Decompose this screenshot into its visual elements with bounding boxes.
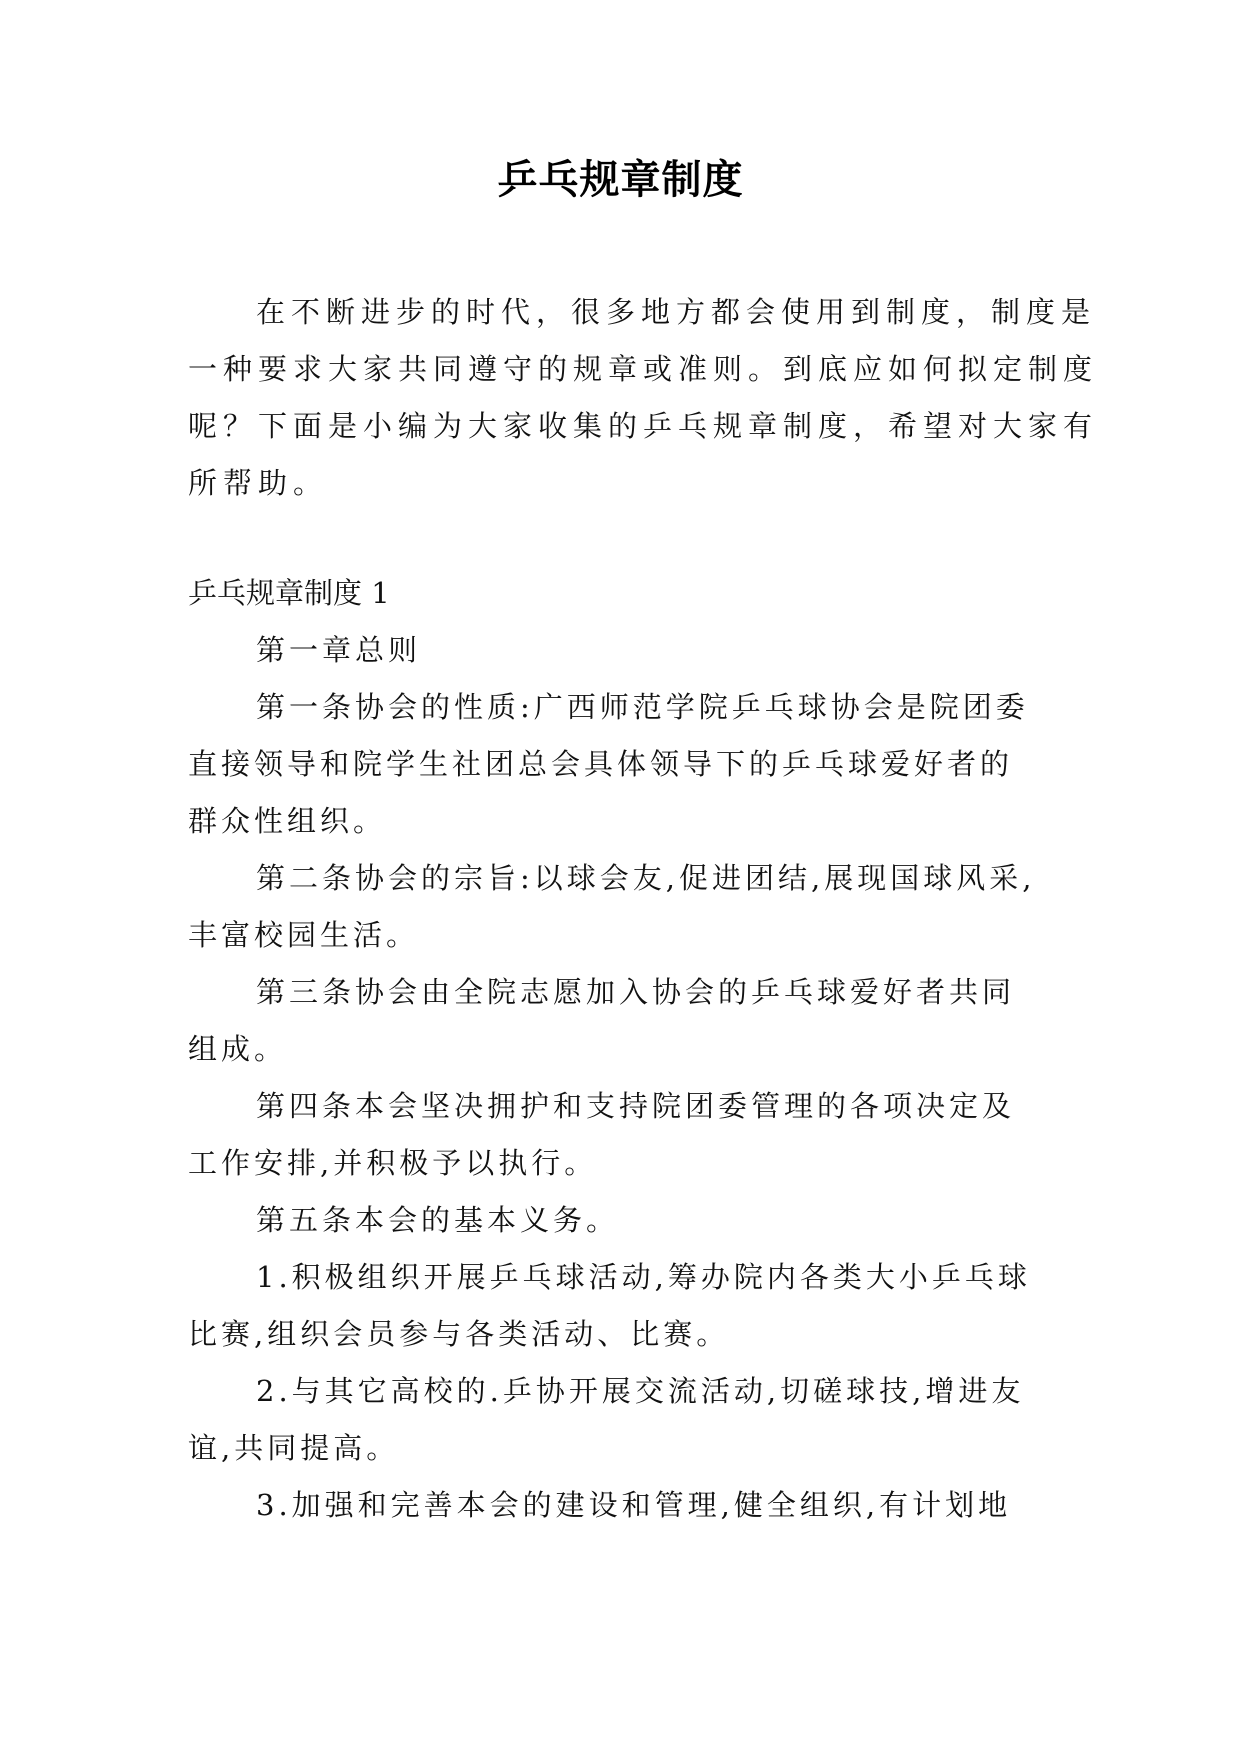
body-line: 第四条本会坚决拥护和支持院团委管理的各项决定及 (256, 1089, 1016, 1123)
body-line: 直接领导和院学生社团总会具体领导下的乒乓球爱好者的 (188, 747, 1014, 781)
body-line: 第三条协会由全院志愿加入协会的乒乓球爱好者共同 (256, 975, 1016, 1009)
intro-line: 所帮助。 (188, 466, 329, 500)
chapter-heading: 第一章总则 (256, 633, 422, 667)
intro-line: 一种要求大家共同遵守的规章或准则。到底应如何拟定制度 (188, 352, 1099, 386)
body-line: 工作安排,并积极予以执行。 (188, 1146, 598, 1180)
body-line: 1.积极组织开展乒乓球活动,筹办院内各类大小乒乓球 (256, 1260, 1031, 1294)
body-line: 谊,共同提高。 (188, 1431, 400, 1465)
body-line: 3.加强和完善本会的建设和管理,健全组织,有计划地 (256, 1488, 1012, 1522)
body-line: 群众性组织。 (188, 804, 387, 838)
body-line: 第五条本会的基本义务。 (256, 1203, 620, 1237)
body-line: 比赛,组织会员参与各类活动、比赛。 (188, 1317, 730, 1351)
intro-line: 在不断进步的时代，很多地方都会使用到制度，制度是 (256, 295, 1097, 329)
body-line: 组成。 (188, 1032, 288, 1066)
section-heading: 乒乓规章制度 1 (188, 576, 390, 610)
body-line: 第一条协会的性质:广西师范学院乒乓球协会是院团委 (256, 690, 1029, 724)
body-line: 2.与其它高校的.乒协开展交流活动,切磋球技,增进友 (256, 1374, 1025, 1408)
body-line: 丰富校园生活。 (188, 918, 420, 952)
document-title: 乒乓规章制度 (497, 157, 744, 203)
body-line: 第二条协会的宗旨:以球会友,促进团结,展现国球风采, (256, 861, 1036, 895)
intro-line: 呢？下面是小编为大家收集的乒乓规章制度，希望对大家有 (188, 409, 1099, 443)
